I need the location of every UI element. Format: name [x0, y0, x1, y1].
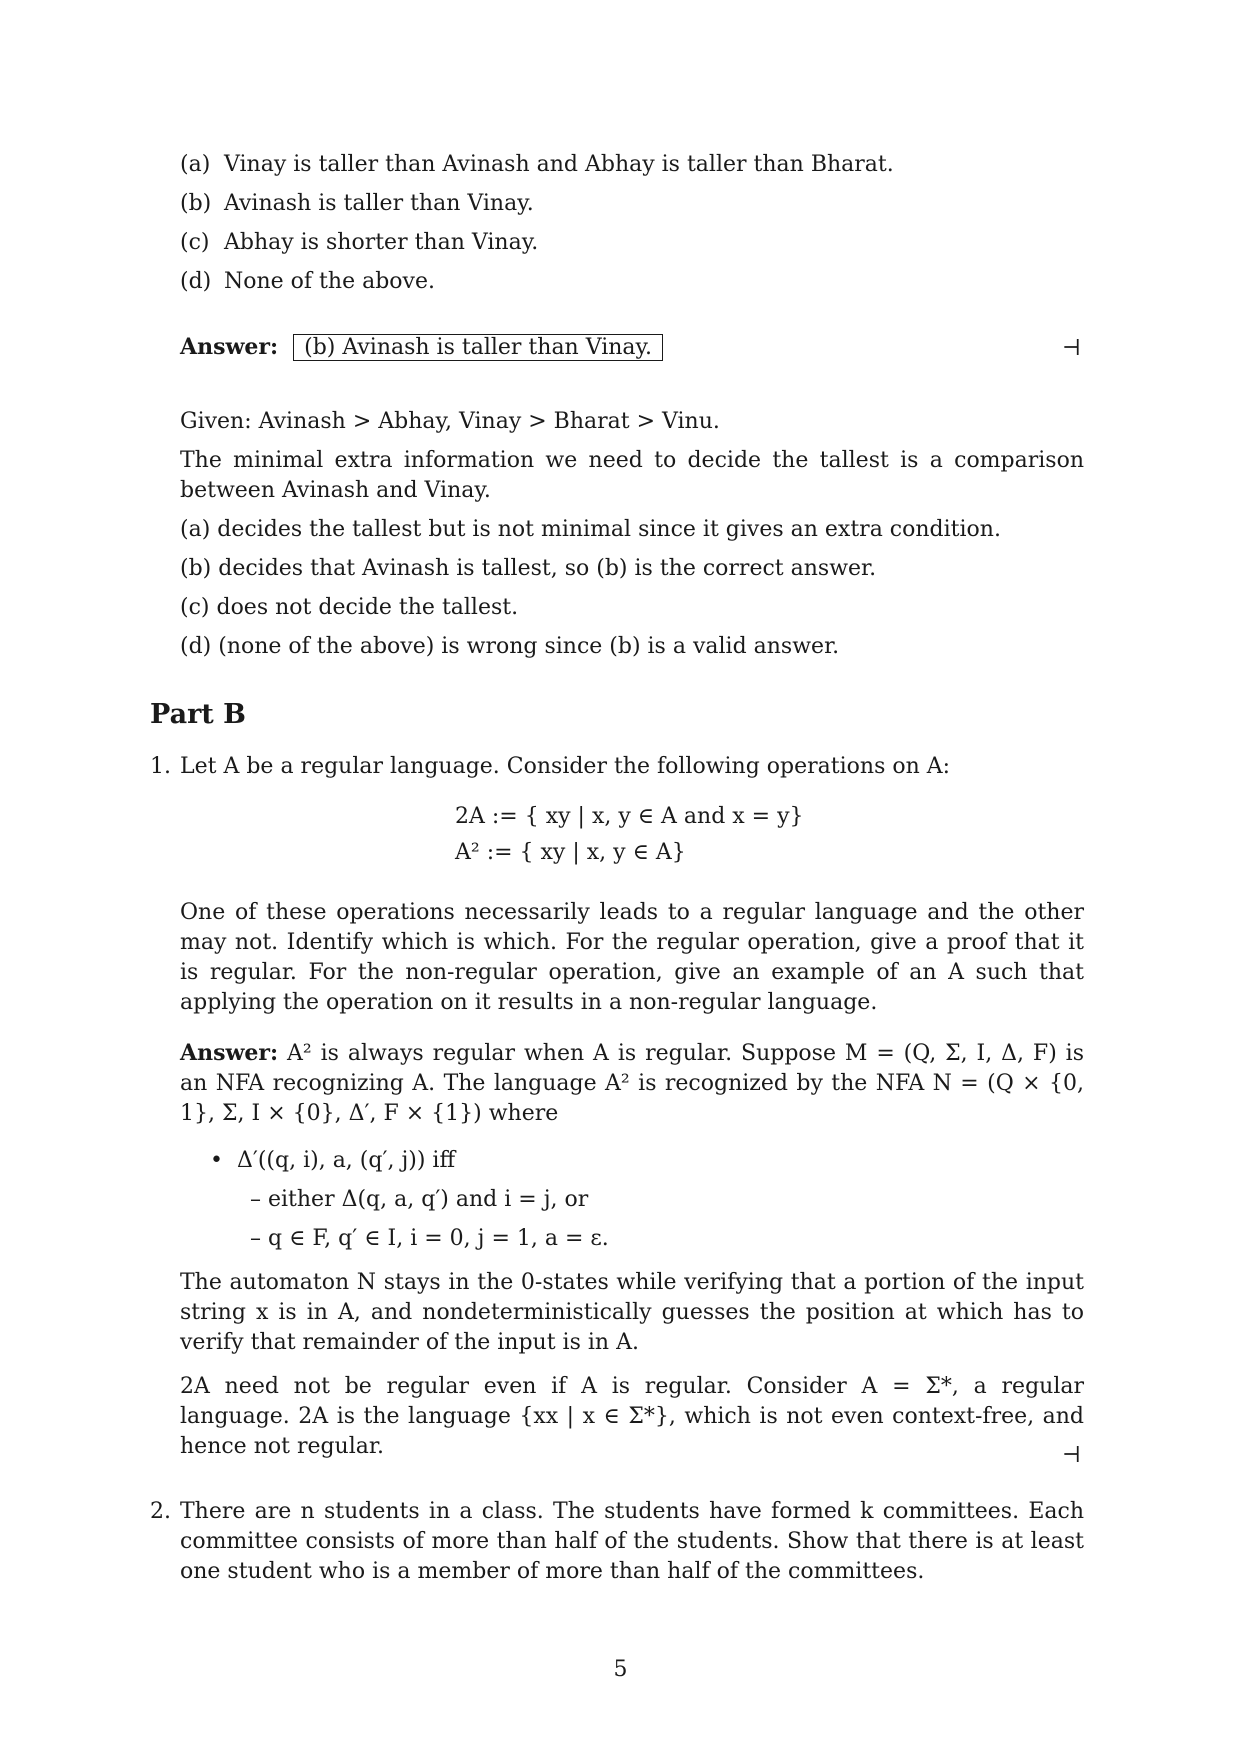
- question-number: 2.: [150, 1499, 171, 1524]
- sub-item: – q ∈ F, q′ ∈ I, i = 0, j = 1, a = ε.: [250, 1226, 609, 1251]
- explanation-line: (c) does not decide the tallest.: [180, 595, 519, 620]
- option-text: Avinash is taller than Vinay.: [224, 191, 534, 216]
- option-label: (a): [180, 152, 211, 177]
- explanation-line: (b) decides that Avinash is tallest, so (b) is the correct answer.: [180, 556, 877, 581]
- nonregular-paragraph: 2A need not be regular even if A is regular. Consider A = Σ*, a regular language. 2A is the language {xx | x ∈ Σ*}, which is not even context-free, and hence not regular.: [180, 1374, 1084, 1459]
- explanation-line: (d) (none of the above) is wrong since (b) is a valid answer.: [180, 634, 840, 659]
- question-number: 1.: [150, 754, 171, 779]
- bullet-text: Δ′((q, i), a, (q′, j)) iff: [236, 1148, 456, 1173]
- boxed-answer: (b) Avinash is taller than Vinay.: [293, 334, 663, 361]
- option-text: None of the above.: [224, 269, 435, 294]
- answer-label: Answer:: [180, 1040, 279, 1066]
- page-number: 5: [613, 1657, 628, 1682]
- answer-text: A² is always regular when A is regular. Suppose M = (Q, Σ, I, Δ, F) is an NFA recognizing A. The language A² is recognized by the NFA N = (Q × {0, 1}, Σ, I × {0}, Δ′, F × {1}) where: [180, 1041, 1085, 1126]
- question-2-text: There are n students in a class. The students have formed k committees. Each committee consists of more than half of the students. Show that there is at least one student who is a member of more than half of the committees.: [180, 1499, 1084, 1584]
- question-statement: One of these operations necessarily leads to a regular language and the other may not. Identify which is which. For the regular operation, give a proof that it is regular. For the non-regular operation, give an example of an A such that applying the operation on it results in a non-regular language.: [180, 900, 1084, 1015]
- given-line: Given: Avinash > Abhay, Vinay > Bharat > Vinu.: [180, 409, 720, 434]
- automaton-paragraph: The automaton N stays in the 0-states while verifying that a portion of the input string x is in A, and nondeterministically guesses the position at which has to verify that remainder of the input is in A.: [180, 1270, 1084, 1355]
- end-of-answer-mark: ⊣: [1062, 1443, 1081, 1468]
- minimal-paragraph: The minimal extra information we need to decide the tallest is a comparison between Avinash and Vinay.: [180, 448, 1084, 503]
- question-intro: Let A be a regular language. Consider the following operations on A:: [180, 754, 951, 779]
- option-text: Abhay is shorter than Vinay.: [224, 230, 539, 255]
- explanation-line: (a) decides the tallest but is not minimal since it gives an extra condition.: [180, 517, 1001, 542]
- option-label: (d): [180, 269, 212, 294]
- answer-paragraph: [180, 1038, 1084, 1129]
- option-label: (b): [180, 191, 212, 216]
- answer-label: Answer:: [180, 334, 279, 360]
- option-text: Vinay is taller than Avinash and Abhay is taller than Bharat.: [224, 152, 894, 177]
- sub-item: – either Δ(q, a, q′) and i = j, or: [250, 1187, 589, 1212]
- end-of-answer-mark: ⊣: [1062, 336, 1081, 361]
- bullet-icon: •: [210, 1148, 237, 1173]
- section-heading: Part B: [150, 699, 246, 730]
- option-a: [180, 150, 894, 180]
- answer-line: [180, 332, 663, 363]
- option-b: [180, 189, 534, 219]
- equation-a-squared: A² := { xy | x, y ∈ A}: [455, 840, 686, 865]
- option-label: (c): [180, 230, 210, 255]
- option-d: [180, 267, 435, 297]
- equation-2a: 2A := { xy | x, y ∈ A and x = y}: [455, 804, 804, 829]
- option-c: [180, 228, 538, 258]
- bullet-item: [210, 1146, 455, 1176]
